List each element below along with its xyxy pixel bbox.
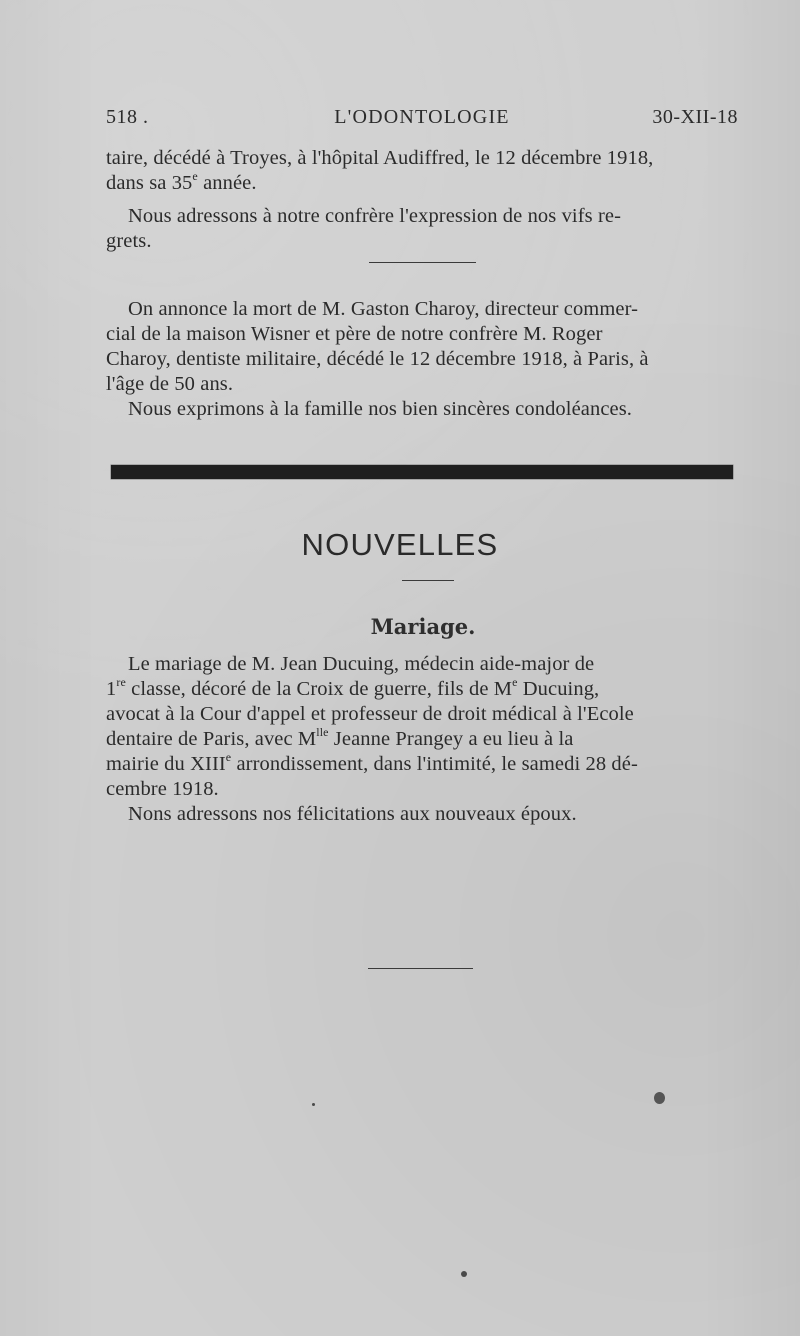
section-subtitle: Mariage. [370,614,476,639]
obituary-1-paragraph [106,146,738,196]
mariage-line: Le mariage de M. Jean Ducuing, médecin aide-major de [128,653,595,675]
mariage-paragraph [106,652,738,827]
obituary-2-condolence: Nous exprimons à la famille nos bien sincères condoléances. [128,398,633,420]
obituary-2-line: cial de la maison Wisner et père de notre confrère M. Roger [106,323,603,345]
obituary-2-line: On annonce la mort de M. Gaston Charoy, directeur commer- [128,298,639,320]
obituary-1-line: taire, décédé à Troyes, à l'hôpital Audiffred, le 12 décembre 1918, [106,147,654,169]
title-underline [402,580,454,581]
section-title: NOUVELLES [301,527,499,562]
condolence-line: grets. [106,230,152,252]
mariage-line: mairie du XIIIe arrondissement, dans l'intimité, le samedi 28 dé- [106,750,638,775]
obituary-2-line: Charoy, dentiste militaire, décédé le 12 décembre 1918, à Paris, à [106,348,649,370]
page-number: 518 . [106,106,149,128]
issue-date: 30-XII-18 [652,106,738,128]
ink-spot [654,1092,665,1104]
mariage-line: 1re classe, décoré de la Croix de guerre, fils de Me Ducuing, [106,675,600,700]
ink-spot [312,1103,315,1106]
page-header [106,106,738,138]
mariage-line: avocat à la Cour d'appel et professeur de droit médical à l'Ecole [106,703,634,725]
closing-divider [368,968,473,969]
obituary-1-line: dans sa 35e année. [106,169,257,194]
mariage-line: cembre 1918. [106,778,219,800]
obituary-1-condolence [106,204,738,254]
obituary-2-line: l'âge de 50 ans. [106,373,234,395]
condolence-line: Nous adressons à notre confrère l'expression de nos vifs re- [128,205,622,227]
ink-spot [461,1271,467,1277]
felicitations-line: Nons adressons nos félicitations aux nouveaux époux. [128,803,577,825]
section-divider [369,262,476,263]
obituary-2-paragraph [106,297,738,422]
mariage-line: dentaire de Paris, avec $M^{lle}$ Jeanne Prangey a eu lieu à la [106,725,574,750]
running-title: L'ODONTOLOGIE [334,106,510,128]
thick-section-bar [111,465,733,479]
